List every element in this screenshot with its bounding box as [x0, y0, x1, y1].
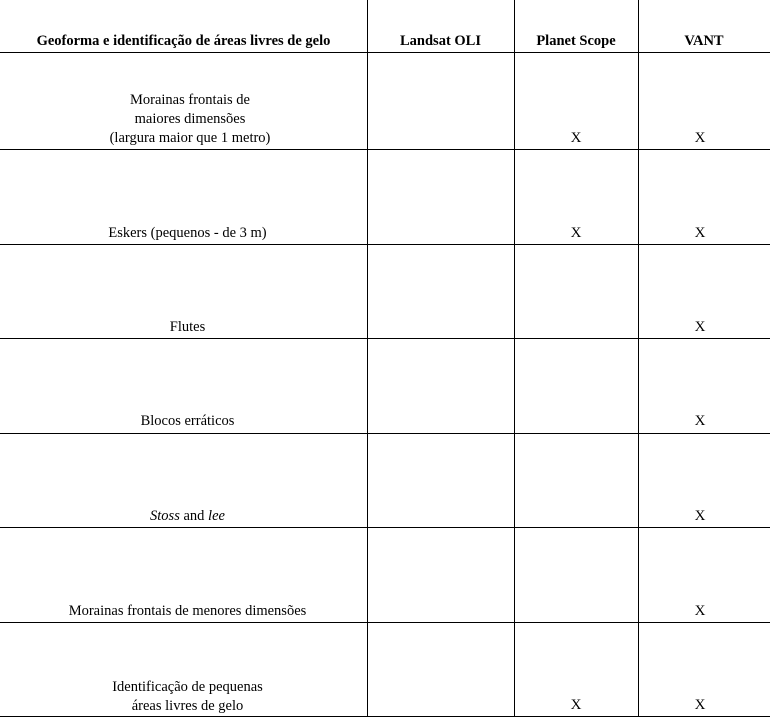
row-divider: [0, 149, 770, 150]
lee-text: lee: [208, 508, 225, 524]
column-divider: [514, 0, 515, 717]
row-label-line: (largura maior que 1 metro): [109, 130, 271, 146]
header-planet-scope: Planet Scope: [536, 33, 616, 49]
stoss-text: Stoss: [150, 508, 180, 524]
row-label-pequenas-areas: [0, 678, 375, 716]
row-label-morainas-maiores: [0, 91, 380, 148]
mark-vant: X: [694, 225, 706, 241]
header-geoforma: Geoforma e identificação de áreas livres de gelo: [36, 33, 331, 49]
row-label-line: Morainas frontais de: [130, 92, 250, 108]
mark-vant: X: [694, 697, 706, 713]
header-vant: VANT: [684, 33, 724, 49]
row-label-eskers: Eskers (pequenos - de 3 m): [108, 225, 267, 241]
row-divider: [0, 338, 770, 339]
row-label-blocos-erraticos: Blocos erráticos: [140, 413, 235, 429]
mark-planet: X: [570, 130, 582, 146]
row-divider: [0, 527, 770, 528]
mark-vant: X: [694, 130, 706, 146]
row-divider: [0, 244, 770, 245]
row-divider: [0, 622, 770, 623]
row-label-line: maiores dimensões: [134, 111, 246, 127]
mark-vant: X: [694, 413, 706, 429]
row-label-morainas-menores: Morainas frontais de menores dimensões: [68, 603, 307, 619]
header-landsat: Landsat OLI: [400, 33, 481, 49]
row-label-stoss-and-lee: [0, 507, 375, 526]
and-text: and: [179, 508, 209, 524]
mark-planet: X: [570, 697, 582, 713]
row-divider: [0, 52, 770, 53]
row-label-line: áreas livres de gelo: [131, 698, 244, 714]
mark-vant: X: [694, 319, 706, 335]
row-divider: [0, 433, 770, 434]
row-label-flutes: Flutes: [169, 319, 206, 335]
mark-planet: X: [570, 225, 582, 241]
mark-vant: X: [694, 508, 706, 524]
mark-vant: X: [694, 603, 706, 619]
row-label-line: Identificação de pequenas: [112, 679, 263, 695]
